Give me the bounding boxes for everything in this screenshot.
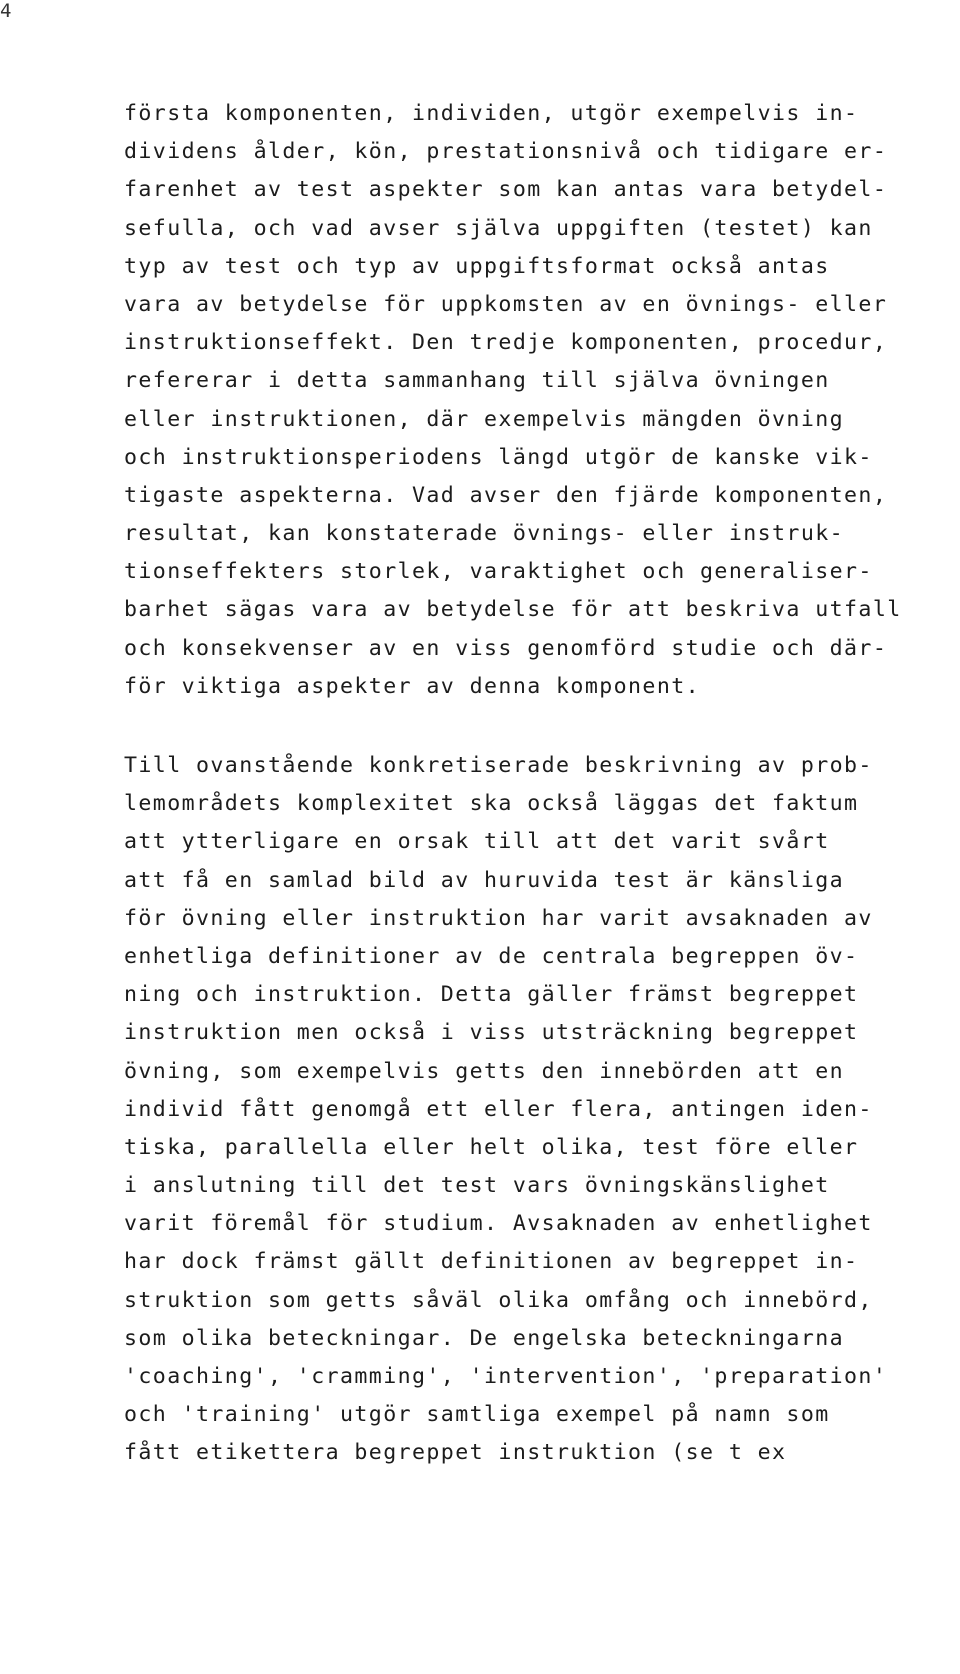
text-line: övning, som exempelvis getts den innebörden att en — [124, 1058, 845, 1084]
text-line: sefulla, och vad avser själva uppgiften (testet) kan — [124, 215, 873, 241]
text-line: att ytterligare en orsak till att det varit svårt — [124, 829, 830, 855]
text-line: individ fått genomgå ett eller flera, antingen iden- — [124, 1096, 873, 1122]
page-number: 4 — [0, 0, 12, 22]
text-line: refererar i detta sammanhang till själva övningen — [124, 368, 830, 394]
text-line: resultat, kan konstaterade övnings- eller instruk- — [124, 521, 845, 547]
text-line: barhet sägas vara av betydelse för att beskriva utfall — [124, 597, 902, 623]
text-line: typ av test och typ av uppgiftsformat också antas — [124, 253, 830, 279]
text-line: tionseffekters storlek, varaktighet och generaliser- — [124, 559, 873, 585]
text-line: farenhet av test aspekter som kan antas vara betydel- — [124, 177, 888, 203]
paragraph-2 — [124, 747, 960, 1473]
text-line: som olika beteckningar. De engelska beteckningarna — [124, 1325, 845, 1351]
text-line: för viktiga aspekter av denna komponent. — [124, 673, 701, 699]
text-line: fått etikettera begreppet instruktion (se t ex — [124, 1440, 787, 1466]
text-line: tiska, parallella eller helt olika, test före eller — [124, 1134, 859, 1160]
text-line: ning och instruktion. Detta gäller främst begreppet — [124, 982, 859, 1008]
text-line: första komponenten, individen, utgör exempelvis in- — [124, 101, 859, 126]
text-line: och 'training' utgör samtliga exempel på namn som — [124, 1402, 830, 1428]
text-line: och instruktionsperiodens längd utgör de kanske vik- — [124, 444, 873, 470]
text-line: vara av betydelse för uppkomsten av en övnings- eller — [124, 291, 888, 317]
text-line: att få en samlad bild av huruvida test är känsliga — [124, 867, 845, 893]
text-line: struktion som getts såväl olika omfång och innebörd, — [124, 1287, 873, 1313]
text-line: lemområdets komplexitet ska också läggas det faktum — [124, 791, 859, 817]
text-line: enhetliga definitioner av de centrala begreppen öv- — [124, 943, 859, 969]
text-line: för övning eller instruktion har varit avsaknaden av — [124, 905, 873, 931]
text-line: tigaste aspekterna. Vad avser den fjärde komponenten, — [124, 482, 888, 508]
text-line: varit föremål för studium. Avsaknaden av enhetlighet — [124, 1211, 873, 1237]
text-line: instruktionseffekt. Den tredje komponenten, procedur, — [124, 330, 888, 356]
text-line: har dock främst gällt definitionen av begreppet in- — [124, 1249, 859, 1275]
text-line: 'coaching', 'cramming', 'intervention', 'preparation' — [124, 1364, 888, 1389]
paragraph-1 — [124, 95, 960, 706]
text-line: och konsekvenser av en viss genomförd studie och där- — [124, 635, 888, 661]
text-line: Till ovanstående konkretiserade beskrivning av prob- — [124, 753, 873, 778]
text-line: dividens ålder, kön, prestationsnivå och tidigare er- — [124, 139, 888, 165]
text-line: i anslutning till det test vars övningskänslighet — [124, 1173, 830, 1199]
text-line: eller instruktionen, där exempelvis mängden övning — [124, 406, 845, 432]
text-line: instruktion men också i viss utsträckning begreppet — [124, 1020, 859, 1046]
